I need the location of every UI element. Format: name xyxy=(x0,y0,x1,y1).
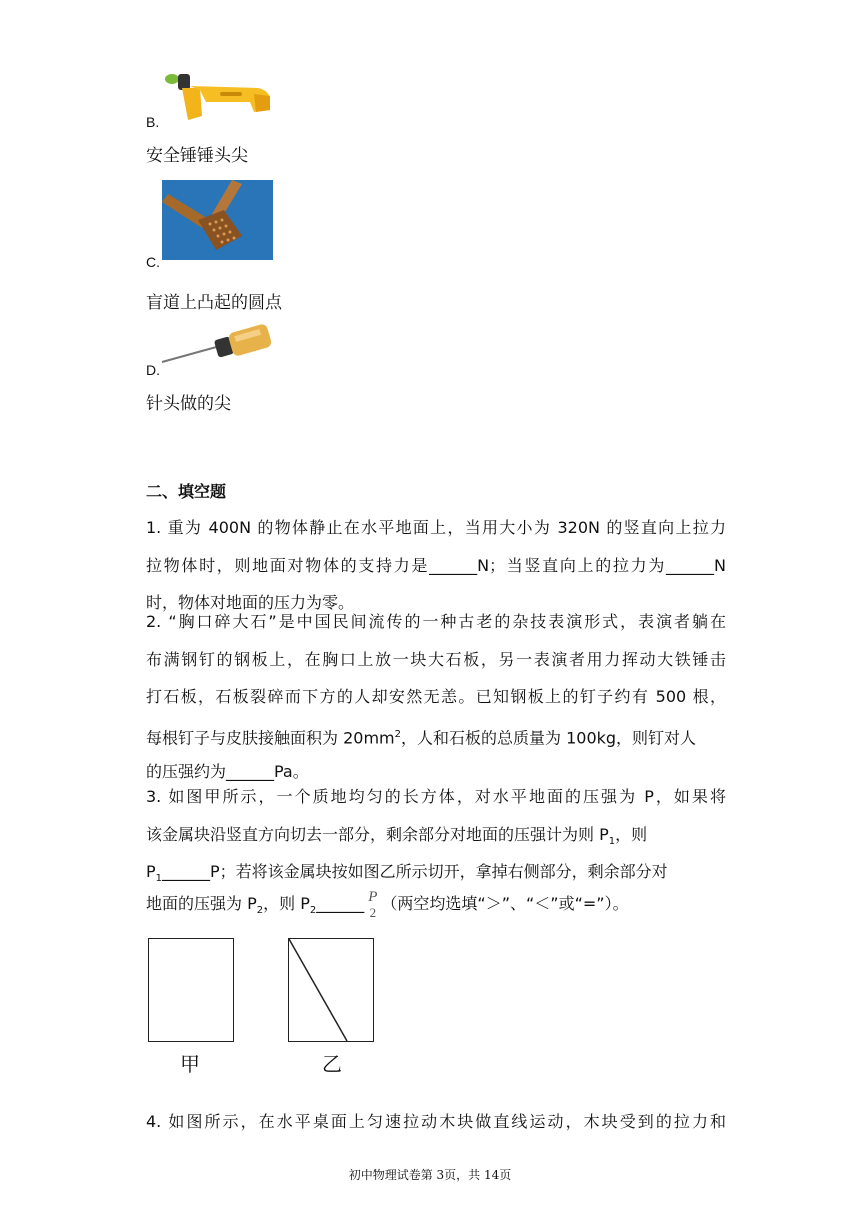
q1-line-3: 时，物体对地面的压力为零。 xyxy=(146,593,355,612)
q3-line-3-sub: 1 xyxy=(155,873,163,885)
safety-hammer-icon xyxy=(160,68,276,124)
question-4 xyxy=(146,1103,726,1141)
q1-line-1: 1. 重为 400N 的物体静止在水平地面上，当用大小为 320N 的竖直向上拉力 xyxy=(146,518,726,537)
section-title: 二、填空题 xyxy=(146,482,227,501)
option-d-letter: D. xyxy=(146,362,160,378)
tactile-paving-icon xyxy=(162,180,273,260)
option-c-letter: C. xyxy=(146,254,160,270)
q3-line-4-d: （两空均选填“＞”、“＜”或“=”）。 xyxy=(381,894,629,913)
q2-line-4-b: ，人和石板的总质量为 100kg，则钉对人 xyxy=(401,727,697,747)
q1-line-2: 拉物体时，则地面对物体的支持力是______N；当竖直向上的拉力为______N xyxy=(146,555,726,575)
q3-line-2-a: 该金属块沿竖直方向切去一部分，剩余部分对地面的压强计为则 P xyxy=(146,824,609,844)
option-c-image xyxy=(162,180,273,260)
q3-line-4-sub-2: 2 xyxy=(309,905,317,917)
figure-yi-box xyxy=(288,938,374,1042)
option-b-caption: 安全锤锤头尖 xyxy=(146,146,248,166)
page-footer: 初中物理试卷第 3页，共 14页 xyxy=(348,1168,512,1182)
question-2 xyxy=(146,603,726,791)
option-b-letter: B. xyxy=(146,114,160,130)
q3-line-4 xyxy=(146,882,629,933)
option-d-caption: 针头做的尖 xyxy=(146,394,231,414)
fraction-numerator: P xyxy=(368,888,378,905)
figure-jia-box xyxy=(148,938,234,1042)
option-c-caption: 盲道上凸起的圆点 xyxy=(146,293,282,313)
q3-line-4-a: 地面的压强为 P xyxy=(146,894,257,913)
q2-line-3: 打石板，石板裂碎而下方的人却安然无恙。已知钢板上的钉子约有 500 根， xyxy=(146,687,726,706)
q3-line-3-b: ______P；若将该金属块按如图乙所示切开，拿掉右侧部分，剩余部分对 xyxy=(162,862,668,881)
q3-line-3-a: P xyxy=(146,862,156,881)
q3-line-4-b: ，则 P xyxy=(263,894,310,913)
q3-line-2-sub: 1 xyxy=(608,835,616,847)
q3-line-2 xyxy=(146,816,726,854)
q2-line-4-sup: 2 xyxy=(394,728,401,740)
option-d-image xyxy=(160,322,272,366)
q2-line-4 xyxy=(146,716,726,754)
syringe-needle-icon xyxy=(160,322,272,366)
q2-line-4-a: 每根钉子与皮肤接触面积为 20mm xyxy=(146,727,395,747)
figure-jia-label: 甲 xyxy=(180,1052,200,1076)
q3-line-4-c: ______ xyxy=(316,894,365,913)
q2-line-1: 2. “胸口碎大石”是中国民间流传的一种古老的杂技表演形式，表演者躺在 xyxy=(146,612,726,631)
fraction-p-over-2 xyxy=(368,889,377,921)
q3-line-4-sub-1: 2 xyxy=(256,905,264,917)
q4-line-1: 4. 如图所示，在水平桌面上匀速拉动木块做直线运动，木块受到的拉力和 xyxy=(146,1112,726,1131)
fraction-denominator: 2 xyxy=(369,904,377,920)
q2-line-2: 布满钢钉的钢板上，在胸口上放一块大石板，另一表演者用力挥动大铁锤击 xyxy=(146,649,726,669)
question-3 xyxy=(146,778,726,891)
q2-line-5: 的压强约为______Pa。 xyxy=(146,762,309,781)
q3-line-2-b: ，则 xyxy=(615,824,648,844)
option-b-image xyxy=(160,68,276,124)
q3-line-1: 3. 如图甲所示，一个质地均匀的长方体，对水平地面的压强为 P，如果将 xyxy=(146,787,726,806)
figure-yi-label: 乙 xyxy=(322,1052,342,1076)
diagonal-cut-line xyxy=(289,939,373,1041)
